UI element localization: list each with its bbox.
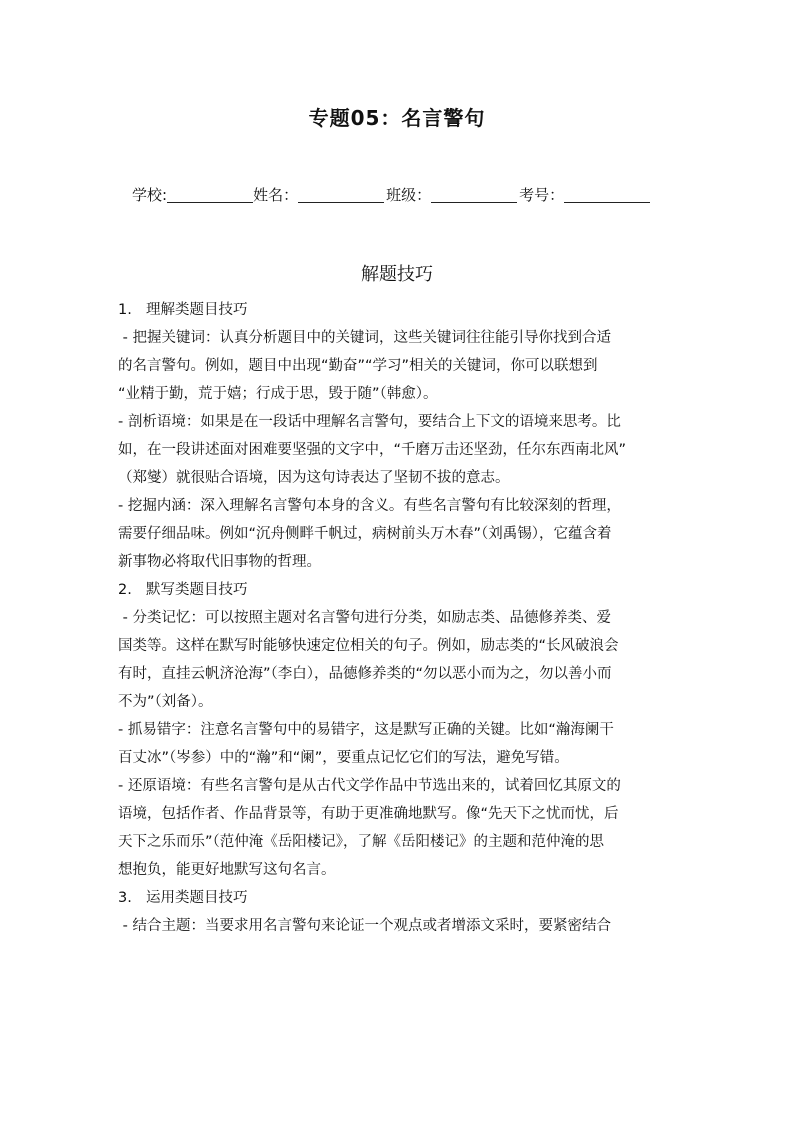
paragraph-line — [118, 436, 678, 464]
blank-line[interactable] — [298, 188, 384, 203]
line-text: 百丈冰”（岑参）中的“瀚”和“阑”，要重点记忆它们的写法，避免写错。 — [118, 750, 569, 766]
paragraph-line — [118, 408, 678, 436]
paragraph-line — [118, 464, 678, 492]
paragraph-line — [118, 380, 678, 408]
document-body — [118, 296, 678, 940]
line-text: 想抱负，能更好地默写这句名言。 — [118, 862, 336, 878]
paragraph-line — [118, 772, 678, 800]
line-text: 天下之乐而乐”（范仲淹《岳阳楼记》，了解《岳阳楼记》的主题和范仲淹的思 — [118, 834, 605, 850]
info-field-class — [386, 184, 519, 205]
paragraph-line — [118, 548, 678, 576]
paragraph-line — [118, 912, 678, 940]
info-label: 班级： — [386, 186, 432, 204]
info-label: 考号： — [519, 186, 565, 204]
line-text: - 挖掘内涵：深入理解名言警句本身的含义。有些名言警句有比较深刻的哲理， — [118, 498, 621, 514]
numbered-heading — [118, 296, 678, 324]
section-title: 解题技巧 — [361, 264, 433, 285]
list-number: 3. — [118, 890, 132, 906]
paragraph-line — [118, 520, 678, 548]
paragraph-line — [118, 716, 678, 744]
paragraph-line — [118, 660, 678, 688]
line-text: 运用类题目技巧 — [146, 890, 248, 906]
paragraph-line — [118, 744, 678, 772]
line-text: - 把握关键词：认真分析题目中的关键词，这些关键词往往能引导你找到合适 — [118, 330, 611, 346]
paragraph-line — [118, 800, 678, 828]
line-text: （郑燮）就很贴合语境，因为这句诗表达了坚韧不拔的意志。 — [118, 470, 510, 486]
info-label: 姓名： — [253, 186, 299, 204]
line-text: - 结合主题：当要求用名言警句来论证一个观点或者增添文采时，要紧密结合 — [118, 918, 611, 934]
info-label: 学校: — [132, 186, 168, 204]
line-text: 不为”（刘备）。 — [118, 694, 213, 710]
blank-line[interactable] — [431, 188, 517, 203]
blank-line[interactable] — [564, 188, 650, 203]
paragraph-line — [118, 604, 678, 632]
info-field-school — [132, 184, 253, 205]
line-text: - 抓易错字：注意名言警句中的易错字，这是默写正确的关键。比如“瀚海阑干 — [118, 722, 614, 738]
blank-line[interactable] — [167, 188, 253, 203]
line-text: “业精于勤，荒于嬉；行成于思，毁于随”（韩愈）。 — [118, 386, 438, 402]
line-text: 有时，直挂云帆济沧海”（李白），品德修养类的“勿以恶小而为之，勿以善小而 — [118, 666, 612, 682]
info-field-exam-number — [519, 184, 650, 205]
line-text: - 剖析语境：如果是在一段话中理解名言警句，要结合上下文的语境来思考。比 — [118, 414, 621, 430]
line-text: 如，在一段讲述面对困难要坚强的文字中，“千磨万击还坚劲，任尔东西南北风” — [118, 442, 627, 458]
numbered-heading — [118, 884, 678, 912]
line-text: 国类等。这样在默写时能够快速定位相关的句子。例如，励志类的“长风破浪会 — [118, 638, 619, 654]
paragraph-line — [118, 856, 678, 884]
line-text: 语境，包括作者、作品背景等，有助于更准确地默写。像“先天下之忧而忧，后 — [118, 806, 619, 822]
line-text: - 还原语境：有些名言警句是从古代文学作品中节选出来的，试着回忆其原文的 — [118, 778, 621, 794]
paragraph-line — [118, 352, 678, 380]
line-text: 理解类题目技巧 — [146, 302, 248, 318]
list-number: 2. — [118, 582, 132, 598]
paragraph-line — [118, 688, 678, 716]
page-title: 专题05：名言警句 — [308, 106, 486, 130]
line-text: 的名言警句。例如，题目中出现“勤奋”“学习”相关的关键词，你可以联想到 — [118, 358, 598, 374]
paragraph-line — [118, 324, 678, 352]
info-field-name — [253, 184, 386, 205]
paragraph-line — [118, 632, 678, 660]
numbered-heading — [118, 576, 678, 604]
list-number: 1. — [118, 302, 132, 318]
paragraph-line — [118, 492, 678, 520]
paragraph-line — [118, 828, 678, 856]
student-info-row — [132, 184, 650, 205]
line-text: 需要仔细品味。例如“沉舟侧畔千帆过，病树前头万木春”（刘禹锡），它蕴含着 — [118, 526, 612, 542]
line-text: - 分类记忆：可以按照主题对名言警句进行分类，如励志类、品德修养类、爱 — [118, 610, 611, 626]
line-text: 新事物必将取代旧事物的哲理。 — [118, 554, 321, 570]
line-text: 默写类题目技巧 — [146, 582, 248, 598]
